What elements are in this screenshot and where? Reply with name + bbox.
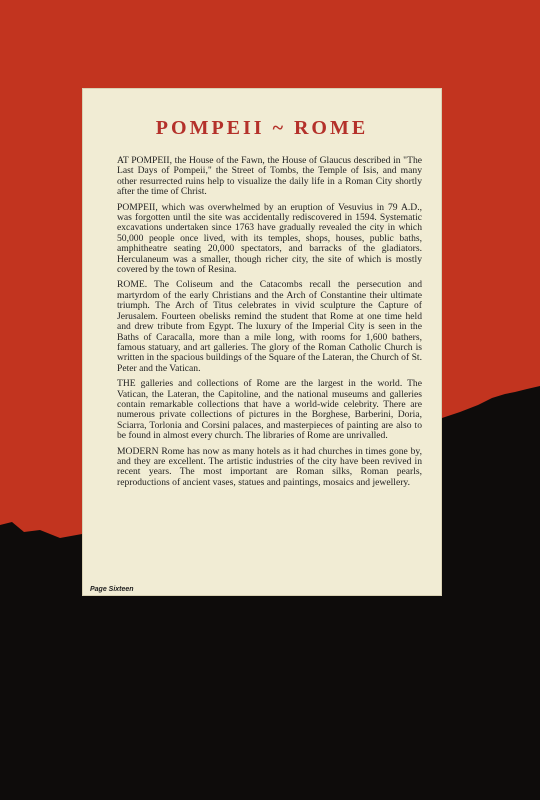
article-body bbox=[117, 156, 422, 493]
paragraph-modern-rome: MODERN Rome has now as many hotels as it had churches in times gone by, and they are excellent. The artistic industries of the city have been revived in recent years. The most important are Roman silks, Roman pearls, reproductions of ancient vases, statues and paintings, mosaics and jewellery. bbox=[117, 445, 422, 488]
paragraph-pompeii-intro: AT POMPEII, the House of the Fawn, the House of Glaucus described in "The Last Days of Pompeii," the Street of Tombs, the Temple of Isis, and many other resurrected ruins help to visualize the daily life in a Roman City shortly after the time of Christ. bbox=[117, 155, 422, 198]
paragraph-galleries: THE galleries and collections of Rome are the largest in the world. The Vatican, the Lateran, the Capitoline, and the national museums and galleries contain remarkable collections that have a world-wide celebrity. There are numerous private collections of pictures in the Borghese, Barberini, Doria, Sciarra, Torlonia and Corsini palaces, and masterpieces of painting are also to be found in almost every church. The libraries of Rome are unrivalled. bbox=[117, 378, 422, 442]
ground-shadow bbox=[0, 596, 540, 800]
page-title: POMPEII ~ ROME bbox=[155, 117, 369, 139]
paragraph-rome: ROME. The Coliseum and the Catacombs recall the persecution and martyrdom of the early Christians and the Arch of Constantine their ultimate triumph. The Arch of Titus celebrates in vivid sculpture the Capture of Jerusalem. Fourteen obelisks remind the student that Rome at one time held and drew tribute from Egypt. The luxury of the Imperial City is seen in the Baths of Caracalla, more than a mile long, with rooms for 1,600 bathers, famous statuary, and art galleries. The glory of the Roman Catholic Church is written in the spacious buildings of the Square of the Lateran, the Church of St. Peter and the Vatican. bbox=[117, 279, 422, 374]
page-number-label: Page Sixteen bbox=[90, 586, 134, 593]
paragraph-pompeii-history: POMPEII, which was overwhelmed by an eruption of Vesuvius in 79 A.D., was forgotten until the site was accidentally rediscovered in 1594. Systematic excavations undertaken since 1763 have gradually revealed the city in which 50,000 people once lived, with its temples, shops, houses, public baths, amphitheatre seating 20,000 spectators, and barracks of the gladiators. Herculaneum was a smaller, though richer city, the site of which is mostly covered by the town of Resina. bbox=[117, 201, 422, 276]
text-page bbox=[82, 88, 442, 596]
